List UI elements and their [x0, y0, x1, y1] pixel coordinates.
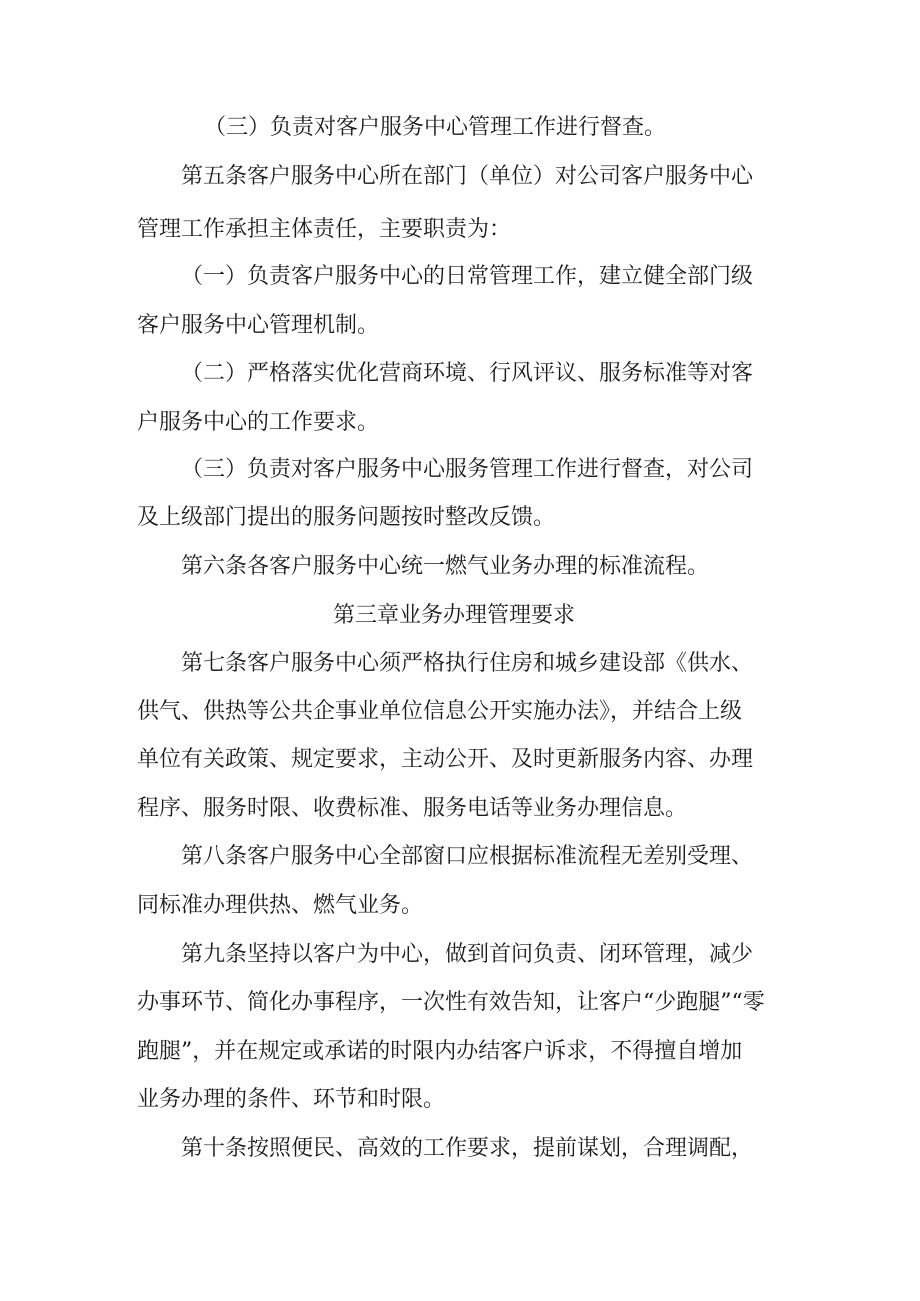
- paragraph-line: 办事环节、简化办事程序，一次性有效告知，让客户“少跑腿”“零: [137, 990, 765, 1015]
- paragraph-line: 管理工作承担主体责任，主要职责为：: [137, 217, 512, 242]
- chapter-heading: 第三章业务办理管理要求: [333, 603, 576, 628]
- paragraph-line: 第七条客户服务中心须严格执行住房和城乡建设部《供水、: [181, 651, 754, 676]
- paragraph-line: 第十条按照便民、高效的工作要求，提前谋划，合理调配，: [181, 1136, 754, 1161]
- paragraph-line: 程序、服务时限、收费标准、服务电话等业务办理信息。: [137, 796, 688, 821]
- paragraph-line: （二）严格落实优化营商环境、行风评议、服务标准等对客: [181, 361, 754, 386]
- paragraph-line: 第六条各客户服务中心统一燃气业务办理的标准流程。: [181, 554, 710, 579]
- paragraph-line: （三）负责对客户服务中心服务管理工作进行督查，对公司: [181, 457, 754, 482]
- paragraph-line: 客户服务中心管理机制。: [137, 313, 380, 338]
- paragraph-line: 供气、供热等公共企事业单位信息公开实施办法》，并结合上级: [137, 699, 743, 724]
- paragraph-line: 第九条坚持以客户为中心，做到首问负责、闭环管理，减少: [181, 942, 754, 967]
- paragraph-line: 单位有关政策、规定要求，主动公开、及时更新服务内容、办理: [137, 747, 754, 772]
- paragraph-line: 跑腿”，并在规定或承诺的时限内办结客户诉求，不得擅自增加: [137, 1039, 743, 1064]
- paragraph-line: 户服务中心的工作要求。: [137, 410, 380, 435]
- paragraph-line: 及上级部门提出的服务问题按时整改反馈。: [137, 505, 556, 530]
- paragraph-line: 同标准办理供热、燃气业务。: [137, 893, 424, 918]
- paragraph-line: （一）负责客户服务中心的日常管理工作，建立健全部门级: [181, 264, 754, 289]
- paragraph-line: （三）负责对客户服务中心管理工作进行督查。: [204, 115, 667, 140]
- paragraph-line: 业务办理的条件、环节和时限。: [137, 1087, 446, 1112]
- paragraph-line: 第八条客户服务中心全部窗口应根据标准流程无差别受理、: [181, 844, 754, 869]
- paragraph-line: 第五条客户服务中心所在部门（单位）对公司客户服务中心: [181, 164, 754, 189]
